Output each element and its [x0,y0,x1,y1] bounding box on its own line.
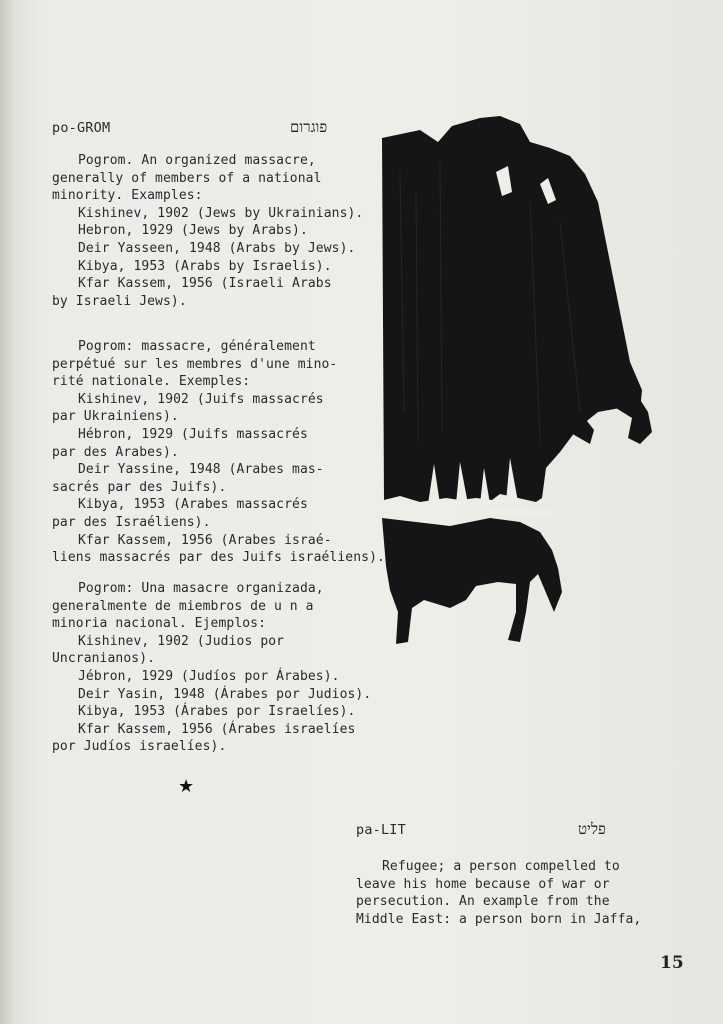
definition-line: rité nationale. Exemples: [52,374,251,390]
definition-line: sacrés par des Juifs). [52,479,227,495]
pogrom-hebrew-word: פוגרום [290,118,328,136]
palit-headword: pa-LIT [356,822,406,838]
definition-line: minoria nacional. Ejemplos: [52,616,267,632]
definition-line: Kibya, 1953 (Arabs by Israelis). [78,258,332,274]
pogrom-spanish-definition [52,580,371,756]
definition-line: Uncranianos). [52,651,156,667]
definition-line: Pogrom: massacre, généralement [78,339,316,354]
pogrom-headword: po-GROM [52,120,111,136]
definition-line: par des Arabes). [52,444,179,460]
binding-shadow [0,0,14,1024]
definition-line: par Ukrainiens). [52,409,179,425]
pogrom-french-definition [52,338,385,567]
palit-english-definition [356,858,641,928]
pogrom-english-definition [52,152,363,310]
definition-line: leave his home because of war or [356,876,610,892]
woodcut-illustration [380,112,660,652]
definition-line: Kfar Kassem, 1956 (Arabes israé- [78,532,332,548]
definition-line: Pogrom: Una masacre organizada, [78,581,324,596]
definition-line: generally of members of a national [52,170,322,186]
definition-line: Kibya, 1953 (Arabes massacrés [78,497,308,513]
definition-line: by Israeli Jews). [52,293,187,309]
definition-line: Kishinev, 1902 (Juifs massacrés [78,391,324,407]
definition-line: persecution. An example from the [356,894,610,910]
definition-line: Jébron, 1929 (Judíos por Árabes). [78,668,340,684]
definition-line: Kibya, 1953 (Árabes por Israelíes). [78,704,356,720]
definition-line: Deir Yassine, 1948 (Arabes mas- [78,462,324,478]
definition-line: minority. Examples: [52,188,203,204]
definition-line: Middle East: a person born in Jaffa, [356,911,642,927]
page-number: 15 [660,953,684,973]
definition-line: Deir Yasseen, 1948 (Arabs by Jews). [78,240,356,256]
definition-line: Kishinev, 1902 (Jews by Ukrainians). [78,205,364,221]
definition-line: Kfar Kassem, 1956 (Israeli Arabs [78,276,332,292]
definition-line: Kishinev, 1902 (Judios por [78,633,285,649]
definition-line: Hébron, 1929 (Juifs massacrés [78,426,308,442]
definition-line: por Judíos israelíes). [52,739,227,755]
definition-line: generalmente de miembros de u n a [52,598,314,614]
definition-line: Kfar Kassem, 1956 (Árabes israelíes [78,721,356,737]
definition-line: Hebron, 1929 (Jews by Arabs). [78,223,308,239]
definition-line: liens massacrés par des Juifs israéliens). [52,550,385,566]
definition-line: Deir Yasin, 1948 (Árabes por Judios). [78,686,372,702]
definition-line: par des Israéliens). [52,514,211,530]
definition-line: Refugee; a person compelled to [382,859,620,874]
palit-hebrew-word: פליט [578,820,606,838]
definition-line: Pogrom. An organized massacre, [78,153,316,168]
definition-line: perpétué sur les membres d'une mino- [52,356,338,372]
section-separator-star: ★ [178,776,195,797]
